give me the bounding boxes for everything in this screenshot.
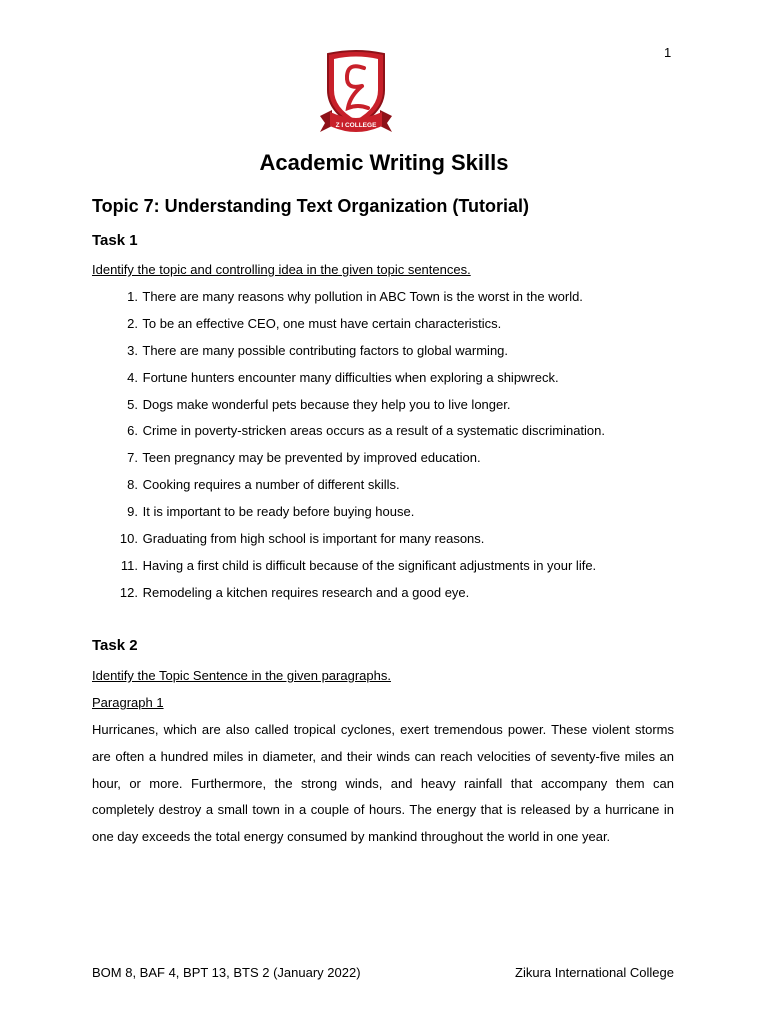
footer-college-name: Zikura International College [515, 965, 674, 980]
footer-course-codes: BOM 8, BAF 4, BPT 13, BTS 2 (January 2022) [92, 965, 361, 980]
list-item: 5. Dogs make wonderful pets because they help you to live longer. [127, 396, 511, 412]
logo-ribbon-text: Z I COLLEGE [335, 122, 377, 129]
list-item: 3. There are many possible contributing factors to global warming. [127, 342, 509, 358]
page-number: 1 [664, 45, 672, 60]
list-item: 4. Fortune hunters encounter many difficulties when exploring a shipwreck. [127, 369, 559, 385]
list-item: 10. Graduating from high school is important for many reasons. [119, 531, 485, 547]
task1-instruction: Identify the topic and controlling idea in the given topic sentences. [92, 262, 471, 277]
document-title: Academic Writing Skills [259, 150, 509, 175]
list-item: 12. Remodeling a kitchen requires research and a good eye. [119, 584, 470, 600]
list-item: 8. Cooking requires a number of different skills. [127, 477, 400, 493]
list-item: 6. Crime in poverty-stricken areas occurs as a result of a systematic discrimination. [127, 423, 606, 439]
task2-heading: Task 2 [92, 637, 138, 654]
list-item: 1. There are many reasons why pollution in ABC Town is the worst in the world. [127, 289, 583, 304]
college-crest-logo [318, 46, 394, 134]
list-item: 9. It is important to be ready before buying house. [127, 504, 415, 520]
task1-sentence-list [92, 289, 605, 612]
paragraph-text: Hurricanes, which are also called tropical cyclones, exert tremendous power. These violent storms are often a hundred miles in diameter, and their winds can reach velocities of seventy-five miles an hour, or more. Furthermore, the strong winds, and heavy rainfall that accompany them can completely destroy a small town in a couple of hours. The energy that is released by a hurricane in one day exceeds the total energy consumed by mankind throughout the world in one year. [92, 722, 674, 845]
paragraph-label: Paragraph 1 [92, 695, 164, 710]
task1-heading: Task 1 [92, 232, 138, 249]
task2-instruction: Identify the Topic Sentence in the given paragraphs. [92, 668, 391, 683]
list-item: 2. To be an effective CEO, one must have certain characteristics. [127, 315, 502, 331]
topic-heading: Topic 7: Understanding Text Organization (Tutorial) [92, 196, 530, 216]
list-item: 7. Teen pregnancy may be prevented by improved education. [127, 450, 481, 466]
list-item: 11. Having a first child is difficult because of the significant adjustments in your life. [120, 557, 597, 573]
